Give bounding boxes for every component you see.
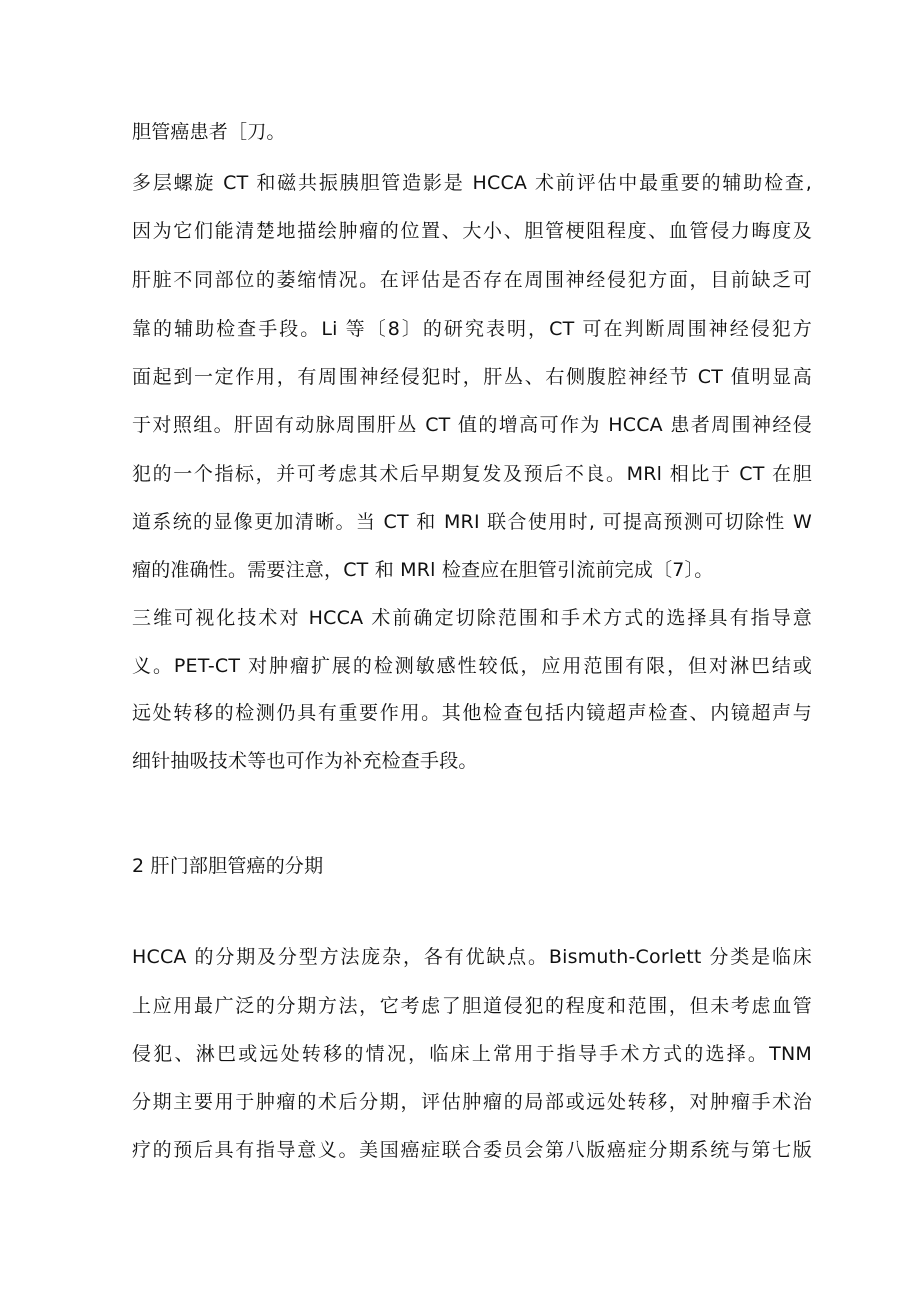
visualization-paragraph-line-1: 三维可视化技术对 HCCA 术前确定切除范围和手术方式的选择具有指导意 xyxy=(132,607,812,629)
section-heading: 2 肝门部胆管癌的分期 xyxy=(132,855,324,877)
imaging-paragraph-line-3: 肝脏不同部位的萎缩情况。在评估是否存在周围神经侵犯方面，目前缺乏可 xyxy=(132,269,812,291)
visualization-paragraph-line-2: 义。PET-CT 对肿瘤扩展的检测敏感性较低，应用范围有限，但对淋巴结或 xyxy=(132,655,812,677)
imaging-paragraph-line-1: 多层螺旋 CT 和磁共振胰胆管造影是 HCCA 术前评估中最重要的辅助检查, xyxy=(132,172,812,194)
imaging-paragraph-line-8: 道系统的显像更加清晰。当 CT 和 MRI 联合使用时, 可提高预测可切除性 W xyxy=(132,511,812,533)
imaging-paragraph-line-5: 面起到一定作用，有周围神经侵犯时，肝丛、右侧腹腔神经节 CT 值明显高 xyxy=(132,366,812,388)
staging-paragraph-line-5: 疗的预后具有指导意义。美国癌症联合委员会第八版癌症分期系统与第七版 xyxy=(132,1139,812,1161)
imaging-paragraph-line-7: 犯的一个指标，并可考虑其术后早期复发及预后不良。MRl 相比于 CT 在胆 xyxy=(132,463,812,485)
imaging-paragraph-line-4: 靠的辅助检查手段。Li 等〔8〕的研究表明，CT 可在判断周围神经侵犯方 xyxy=(132,318,812,340)
imaging-paragraph-line-9: 瘤的准确性。需要注意，CT 和 MRl 检查应在胆管引流前完成〔7〕。 xyxy=(132,559,714,581)
intro-line: 胆管癌患者［刀。 xyxy=(132,121,286,143)
staging-paragraph-line-3: 侵犯、淋巴或远处转移的情况，临床上常用于指导手术方式的选择。TNM xyxy=(132,1043,812,1065)
imaging-paragraph-line-2: 因为它们能清楚地描绘肿瘤的位置、大小、胆管梗阻程度、血管侵力晦度及 xyxy=(132,220,812,242)
staging-paragraph-line-1: HCCA 的分期及分型方法庞杂，各有优缺点。Bismuth-Corlett 分类是临床 xyxy=(132,946,812,968)
imaging-paragraph-line-6: 于对照组。肝固有动脉周围肝丛 CT 值的增高可作为 HCCA 患者周围神经侵 xyxy=(132,414,812,436)
visualization-paragraph-line-3: 远处转移的检测仍具有重要作用。其他检查包括内镜超声检查、内镜超声与 xyxy=(132,702,812,724)
staging-paragraph-line-4: 分期主要用于肿瘤的术后分期，评估肿瘤的局部或远处转移，对肿瘤手术治 xyxy=(132,1091,812,1113)
staging-paragraph-line-2: 上应用最广泛的分期方法，它考虑了胆道侵犯的程度和范围，但未考虑血管 xyxy=(132,995,812,1017)
visualization-paragraph-line-4: 细针抽吸技术等也可作为补充检查手段。 xyxy=(132,750,478,772)
